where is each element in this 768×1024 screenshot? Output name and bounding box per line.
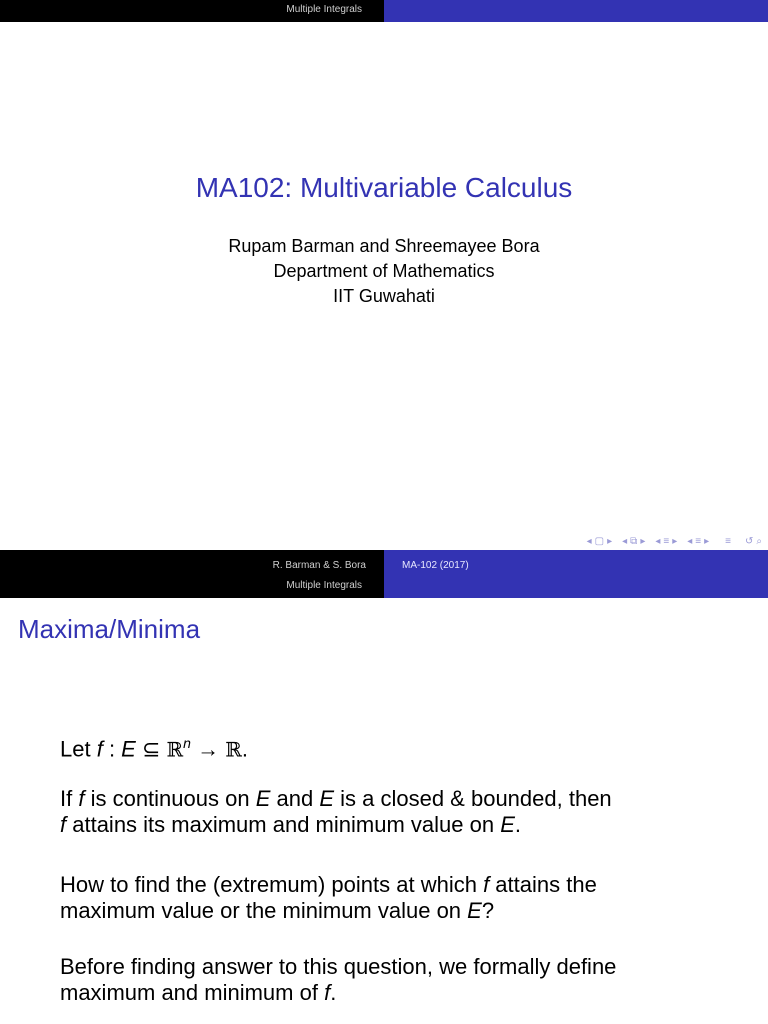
arrow-left-icon[interactable]: ◂ [687,536,693,547]
text: maximum value or the minimum value on [60,898,468,923]
content-slide [0,598,768,1024]
text: If [60,786,79,811]
paragraph-remark [60,954,750,1006]
text: attains the [489,872,597,897]
arrow-right-icon[interactable]: ▸ [672,536,678,547]
header-left [0,0,384,22]
math-E: E [255,786,271,811]
footer-author: R. Barman & S. Bora [272,560,366,571]
text: . [330,980,337,1005]
footer-section: Multiple Integrals [286,580,362,591]
text: → [190,736,226,762]
paragraph-question [60,872,750,924]
math-n: n [183,735,191,751]
department: Department of Mathematics [273,261,495,281]
text: : [102,736,122,762]
arrow-right-icon[interactable]: ▸ [607,536,613,547]
header-section: Multiple Integrals [286,4,362,15]
section-icon[interactable]: ≡ [663,536,670,547]
text: . [241,736,248,762]
math-R: ℝ [166,737,184,762]
header-right [384,0,768,22]
title-slide [0,22,768,550]
header-bar [0,0,768,22]
math-f: f [324,980,331,1005]
math-E: E [319,786,335,811]
paragraph-theorem [60,786,750,838]
math-f: f [78,786,85,811]
math-E: E [467,898,482,923]
text: ⊆ [135,736,167,762]
text: How to find the (extremum) points at which [60,872,484,897]
text: attains its maximum and minimum value on [66,812,501,837]
text: . [514,812,521,837]
footer-right [384,550,768,598]
text: is continuous on [84,786,256,811]
math-f: f [96,736,103,762]
arrow-right-icon[interactable]: ▸ [640,536,646,547]
presentation-title: MA102: Multivariable Calculus [195,172,573,203]
frame-icon[interactable]: ▢ [594,536,605,547]
text: maximum and minimum of [60,980,325,1005]
text: Before finding answer to this question, we formally define [60,954,617,979]
paragraph-definition [60,730,750,762]
math-f: f [60,812,67,837]
beamer-navigation [587,536,762,547]
authors: Rupam Barman and Shreemayee Bora [228,236,540,256]
align-icon[interactable]: ≡ [725,536,731,547]
text: Let [60,736,97,762]
search-icon[interactable]: ⌕ [756,536,762,547]
arrow-left-icon[interactable]: ◂ [622,536,628,547]
subsection-icon[interactable]: ⧉ [630,536,638,547]
institute: IIT Guwahati [333,286,435,306]
author-block [0,234,768,309]
math-E: E [121,736,136,762]
text: ? [481,898,495,923]
undo-icon[interactable]: ↺ [745,536,754,547]
text: and [270,786,320,811]
footer-bar [0,550,768,598]
math-E: E [500,812,515,837]
footer-left [0,550,384,598]
frame-title: Maxima/Minima [18,614,201,644]
math-R: ℝ [225,737,242,762]
footer-course: MA-102 (2017) [402,560,469,571]
arrow-left-icon[interactable]: ◂ [655,536,661,547]
arrow-left-icon[interactable]: ◂ [586,536,592,547]
section-icon[interactable]: ≡ [695,536,702,547]
text: is a closed & bounded, then [334,786,612,811]
arrow-right-icon[interactable]: ▸ [704,536,710,547]
math-f: f [483,872,490,897]
